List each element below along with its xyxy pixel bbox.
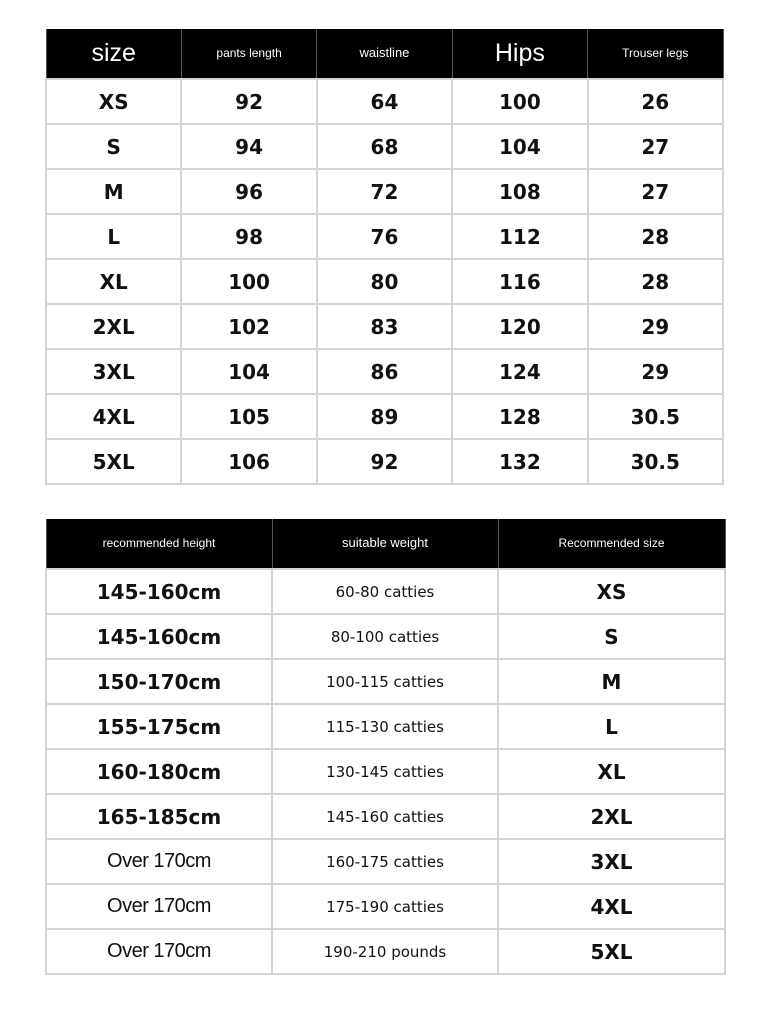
waistline-cell: 80 [317, 259, 452, 304]
trouser-legs-cell: 30.5 [588, 439, 723, 484]
trouser-legs-cell: 29 [588, 349, 723, 394]
recommended-size-cell: XS [498, 569, 725, 614]
header-suitable-weight: suitable weight [272, 519, 498, 569]
recommended-size-cell: L [498, 704, 725, 749]
table-row [46, 929, 725, 974]
table-row [46, 569, 725, 614]
pants-length-cell: 106 [181, 439, 316, 484]
size-chart-table [45, 29, 724, 485]
hips-cell: 100 [452, 79, 587, 124]
weight-cell: 130-145 catties [272, 749, 498, 794]
weight-cell: 160-175 catties [272, 839, 498, 884]
header-hips: Hips [452, 29, 587, 79]
waistline-cell: 83 [317, 304, 452, 349]
hips-cell: 112 [452, 214, 587, 259]
table-row [46, 259, 723, 304]
weight-cell: 60-80 catties [272, 569, 498, 614]
size-cell: 4XL [46, 394, 181, 439]
size-cell: S [46, 124, 181, 169]
pants-length-cell: 92 [181, 79, 316, 124]
weight-cell: 115-130 catties [272, 704, 498, 749]
height-cell: Over 170cm [46, 929, 272, 974]
height-cell: Over 170cm [46, 884, 272, 929]
waistline-cell: 64 [317, 79, 452, 124]
table-row [46, 704, 725, 749]
recommended-size-cell: 4XL [498, 884, 725, 929]
table-row [46, 659, 725, 704]
waistline-cell: 76 [317, 214, 452, 259]
hips-cell: 128 [452, 394, 587, 439]
recommended-size-cell: 3XL [498, 839, 725, 884]
recommended-size-cell: XL [498, 749, 725, 794]
table-row [46, 79, 723, 124]
trouser-legs-cell: 28 [588, 214, 723, 259]
weight-cell: 190-210 pounds [272, 929, 498, 974]
table-row [46, 839, 725, 884]
size-chart-header-row [46, 29, 723, 79]
waistline-cell: 72 [317, 169, 452, 214]
size-cell: XL [46, 259, 181, 304]
size-cell: 2XL [46, 304, 181, 349]
size-cell: 3XL [46, 349, 181, 394]
recommended-size-cell: 2XL [498, 794, 725, 839]
weight-cell: 100-115 catties [272, 659, 498, 704]
recommendation-header-row [46, 519, 725, 569]
height-cell: 145-160cm [46, 569, 272, 614]
trouser-legs-cell: 27 [588, 169, 723, 214]
waistline-cell: 92 [317, 439, 452, 484]
pants-length-cell: 96 [181, 169, 316, 214]
table-row [46, 169, 723, 214]
header-recommended-height: recommended height [46, 519, 272, 569]
table-row [46, 439, 723, 484]
table-row [46, 749, 725, 794]
table-row [46, 614, 725, 659]
size-cell: M [46, 169, 181, 214]
height-cell: 165-185cm [46, 794, 272, 839]
header-recommended-size: Recommended size [498, 519, 725, 569]
hips-cell: 104 [452, 124, 587, 169]
weight-cell: 145-160 catties [272, 794, 498, 839]
table-row [46, 214, 723, 259]
pants-length-cell: 105 [181, 394, 316, 439]
pants-length-cell: 104 [181, 349, 316, 394]
hips-cell: 124 [452, 349, 587, 394]
recommended-size-cell: M [498, 659, 725, 704]
weight-cell: 175-190 catties [272, 884, 498, 929]
waistline-cell: 89 [317, 394, 452, 439]
header-trouser-legs: Trouser legs [588, 29, 723, 79]
waistline-cell: 68 [317, 124, 452, 169]
height-cell: 150-170cm [46, 659, 272, 704]
hips-cell: 120 [452, 304, 587, 349]
trouser-legs-cell: 27 [588, 124, 723, 169]
recommended-size-cell: 5XL [498, 929, 725, 974]
hips-cell: 116 [452, 259, 587, 304]
pants-length-cell: 98 [181, 214, 316, 259]
waistline-cell: 86 [317, 349, 452, 394]
table-row [46, 349, 723, 394]
size-cell: 5XL [46, 439, 181, 484]
height-cell: 155-175cm [46, 704, 272, 749]
table-row [46, 794, 725, 839]
size-cell: XS [46, 79, 181, 124]
header-waistline: waistline [317, 29, 452, 79]
hips-cell: 108 [452, 169, 587, 214]
table-row [46, 124, 723, 169]
trouser-legs-cell: 30.5 [588, 394, 723, 439]
pants-length-cell: 100 [181, 259, 316, 304]
trouser-legs-cell: 26 [588, 79, 723, 124]
hips-cell: 132 [452, 439, 587, 484]
table-row [46, 394, 723, 439]
height-cell: 160-180cm [46, 749, 272, 794]
trouser-legs-cell: 29 [588, 304, 723, 349]
weight-cell: 80-100 catties [272, 614, 498, 659]
table-row [46, 884, 725, 929]
pants-length-cell: 102 [181, 304, 316, 349]
header-size: size [46, 29, 181, 79]
height-cell: 145-160cm [46, 614, 272, 659]
trouser-legs-cell: 28 [588, 259, 723, 304]
recommendation-chart-table [45, 519, 726, 975]
height-cell: Over 170cm [46, 839, 272, 884]
table-row [46, 304, 723, 349]
pants-length-cell: 94 [181, 124, 316, 169]
header-pants-length: pants length [181, 29, 316, 79]
size-cell: L [46, 214, 181, 259]
recommended-size-cell: S [498, 614, 725, 659]
